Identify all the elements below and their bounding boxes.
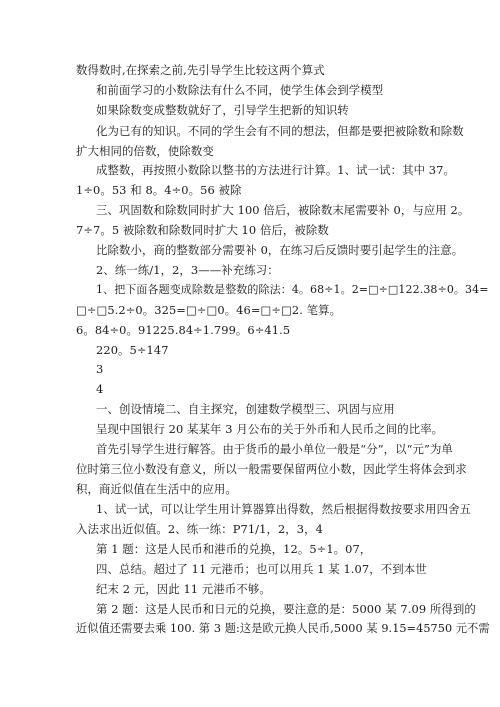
paragraph-line: 位时第三位小数没有意义，所以一般需要保留两位小数，因此学生将体会到求 <box>76 462 467 476</box>
paragraph-line: 三、巩固数和除数同时扩大 100 倍后，被除数末尾需要补 0，与应用 2。 <box>96 203 470 217</box>
paragraph-line: 成整数，再按照小数除以整书的方法进行计算。1、试一试：其中 37。 <box>96 163 455 177</box>
paragraph-line: 1、试一试，可以让学生用计算器算出得数，然后根据得数按要求用四舍五 <box>96 502 472 516</box>
paragraph-line: 1÷0。53 和 8。4÷0。56 被除 <box>76 183 242 197</box>
paragraph-line: 2、练一练/1，2，3——补充练习： <box>96 263 279 277</box>
paragraph-line: 3 <box>96 362 104 376</box>
paragraph-line: 化为已有的知识。不同的学生会有不同的想法，但都是要把被除数和除数 <box>96 124 464 138</box>
paragraph-line: 6。84÷0。91225.84÷1.799。6÷41.5 <box>76 323 291 337</box>
paragraph-line: 纪末 2 元，因此 11 元港币不够。 <box>96 582 271 596</box>
paragraph-line: 首先引导学生进行解答。由于货币的最小单位一般是“分”，以“元”为单 <box>96 442 453 456</box>
paragraph-line: 1、把下面各题变成除数是整数的除法：4。68÷1。2=□÷□122.38÷0。34= <box>96 283 489 296</box>
paragraph-line: 入法求出近似值。2、练一练：P71/1，2，3，4 <box>76 522 323 536</box>
paragraph-line: 220。5÷147 <box>96 343 169 357</box>
paragraph-line: 数得数时,在探索之前,先引导学生比较这两个算式 <box>76 63 325 77</box>
paragraph-line: 四、总结。超过了 11 元港币；也可以用兵 1 某 1.07，不到本世 <box>96 562 427 576</box>
paragraph-line: 呈现中国银行 20 某某年 3 月公布的关于外币和人民币之间的比率。 <box>96 422 444 436</box>
paragraph-line: 4 <box>96 382 104 396</box>
paragraph-line: 和前面学习的小数除法有什么不同，使学生体会到学模型 <box>96 83 384 97</box>
paragraph-line: 第 1 题：这是人民币和港币的兑换，12。5÷1。07， <box>96 542 372 556</box>
paragraph-line: 扩大相同的倍数，使除数变 <box>76 144 214 158</box>
paragraph-line: □÷□5.2÷0。325=□÷□0。46=□÷□2. 笔算。 <box>76 303 342 317</box>
paragraph-line: 7÷7。5 被除数和除数同时扩大 10 倍后，被除数 <box>76 223 329 237</box>
paragraph-line: 比除数小，商的整数部分需要补 0，在练习后反馈时要引起学生的注意。 <box>96 243 464 257</box>
paragraph-line: 近似值还需要去乘 100. 第 3 题:这是欧元换人民币,5000 某 9.15=45750 元不需 <box>76 622 490 635</box>
paragraph-line: 积，商近似值在生活中的应用。 <box>76 482 237 496</box>
paragraph-line: 一、创设情境二、自主探究，创建数学模型三、巩固与应用 <box>96 402 395 416</box>
paragraph-line: 如果除数变成整数就好了，引导学生把新的知识转 <box>96 103 349 117</box>
paragraph-line: 第 2 题：这是人民币和日元的兑换，要注意的是：5000 某 7.09 所得到的 <box>96 602 476 616</box>
